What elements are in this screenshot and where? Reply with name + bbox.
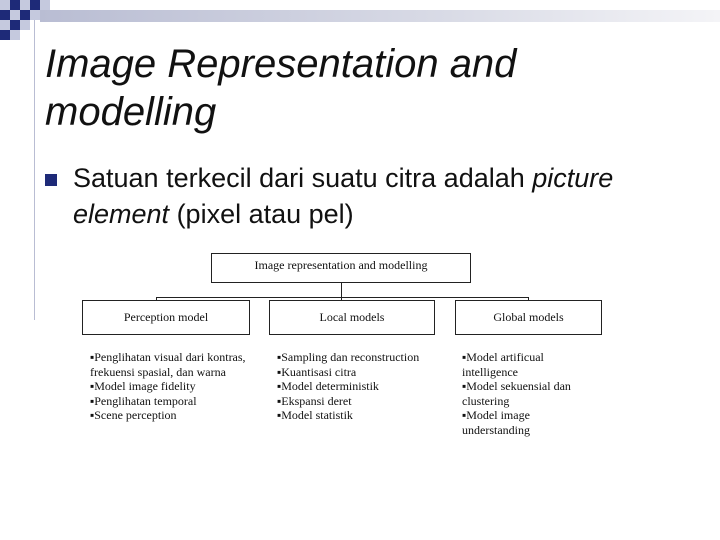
list-item: ▪Model deterministik <box>277 379 379 393</box>
global-models-box <box>455 300 602 335</box>
bullet-text-italic: picture element <box>73 163 614 229</box>
list-item: ▪Penglihatan visual dari kontras, frekuensi spasial, dan warna <box>90 350 246 379</box>
local-models-box <box>269 300 435 335</box>
list-item: ▪Model statistik <box>277 408 353 422</box>
perception-model-list <box>90 350 250 423</box>
global-models-list <box>462 350 592 437</box>
slide-title: Image Representation and modelling <box>45 42 517 134</box>
perception-model-label: Perception model <box>123 310 209 324</box>
perception-model-box <box>82 300 250 335</box>
root-label: Image representation and modelling <box>254 258 428 272</box>
bullet-text-start: Satuan terkecil dari suatu citra adalah <box>73 163 533 193</box>
list-item: ▪Ekspansi deret <box>277 393 352 408</box>
list-item: ▪Kuantisasi citra <box>277 364 357 379</box>
list-item: ▪Sampling dan reconstruction <box>277 350 420 364</box>
list-item: ▪Model image understanding <box>462 408 530 437</box>
connector-root-down <box>341 283 342 298</box>
list-item: ▪Model artificual intelligence <box>462 350 544 379</box>
bullet-text-end: (pixel atau pel) <box>169 199 354 229</box>
list-item: ▪Scene perception <box>90 408 177 422</box>
local-models-list <box>277 350 437 423</box>
global-models-label: Global models <box>493 310 564 324</box>
list-item: ▪Model image fidelity <box>90 379 196 393</box>
connector-horizontal <box>156 297 529 298</box>
root-box <box>211 253 471 283</box>
list-item: ▪Penglihatan temporal <box>90 393 197 408</box>
list-item: ▪Model sekuensial dan clustering <box>462 379 571 408</box>
local-models-label: Local models <box>319 310 385 324</box>
